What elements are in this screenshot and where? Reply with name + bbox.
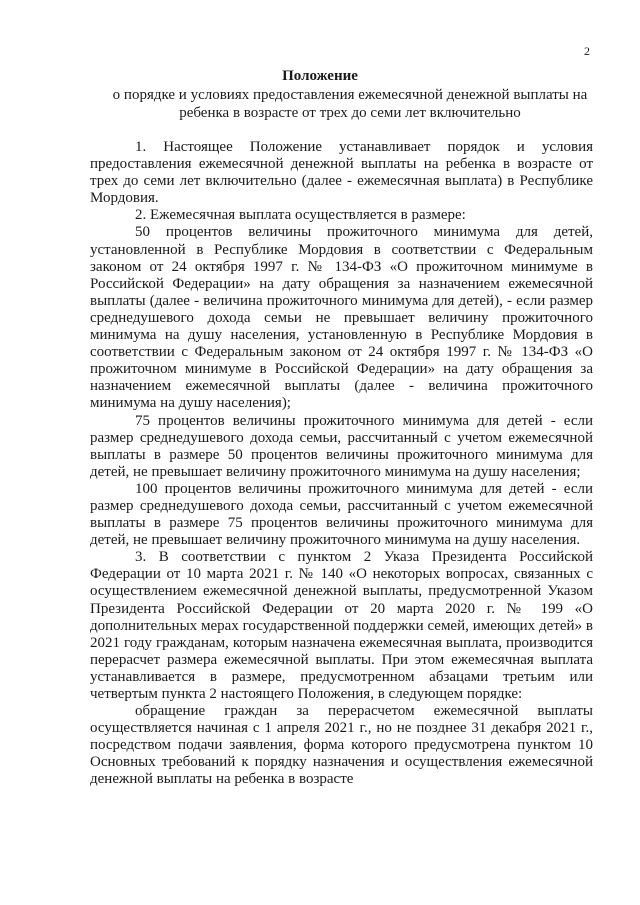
document-title: Положение	[282, 68, 358, 84]
paragraph-6: 3. В соответствии с пунктом 2 Указа Президента Российской Федерации от 10 марта 2021 г. № 140 «О некоторых вопросах, связанных с осуществлением ежемесячной денежной выплаты, предусмотренной Указом Президента Российской Федерации от 20 марта 2020 г. № 199 «О дополнительных мерах государственной поддержки семей, имеющих детей» в 2021 году гражданам, которым назначена ежемесячная выплата, производится перерасчет размера ежемесячной выплаты. При этом ежемесячная выплата устанавливается в размере, предусмотренном абзацами третьим или четвертым пункта 2 настоящего Положения, в следующем порядке:	[90, 549, 593, 702]
paragraph-4: 75 процентов величины прожиточного минимума для детей - если размер среднедушевого дохода семьи, рассчитанный с учетом ежемесячной выплаты в размере 50 процентов величины прожиточного минимума для детей, не превышает величину прожиточного минимума на душу населения;	[90, 412, 593, 480]
page-number: 2	[584, 44, 590, 58]
paragraph-2: 2. Ежемесячная выплата осуществляется в размере:	[135, 207, 466, 224]
paragraph-7: обращение граждан за перерасчетом ежемесячной выплаты осуществляется начиная с 1 апреля 2021 г., но не позднее 31 декабря 2021 г., посредством подачи заявления, форма которого предусмотрена пунктом 10 Основных требований к порядку назначения и осуществления ежемесячной денежной выплаты на ребенка в возрасте	[90, 703, 593, 788]
document-subtitle: о порядке и условиях предоставления ежемесячной денежной выплаты на ребенка в возрасте от трех до семи лет включительно	[112, 87, 588, 121]
paragraph-1: 1. Настоящее Положение устанавливает порядок и условия предоставления ежемесячной денежной выплаты на ребенка в возрасте от трех до семи лет включительно (далее - ежемесячная выплата) в Республике Мордовия.	[90, 139, 593, 207]
document-body	[90, 139, 593, 789]
paragraph-5: 100 процентов величины прожиточного минимума для детей - если размер среднедушевого дохода семьи, рассчитанный с учетом ежемесячной выплаты в размере 75 процентов величины прожиточного минимума для детей, не превышает величину прожиточного минимума на душу населения.	[90, 480, 593, 549]
paragraph-3: 50 процентов величины прожиточного минимума для детей, установленной в Республике Мордовия в соответствии с Федеральным законом от 24 октября 1997 г. № 134-ФЗ «О прожиточном минимуме в Российской Федерации» на дату обращения за назначением ежемесячной выплаты (далее - величина прожиточного минимума для детей), - если размер среднедушевого дохода семьи не превышает величину прожиточного минимума на душу населения, установленную в Республике Мордовия в соответствии с Федеральным законом от 24 октября 1997 г. № 134-ФЗ «О прожиточном минимуме в Российской Федерации» на дату обращения за назначением ежемесячной выплаты (далее - величина прожиточного минимума на душу населения);	[90, 224, 593, 412]
